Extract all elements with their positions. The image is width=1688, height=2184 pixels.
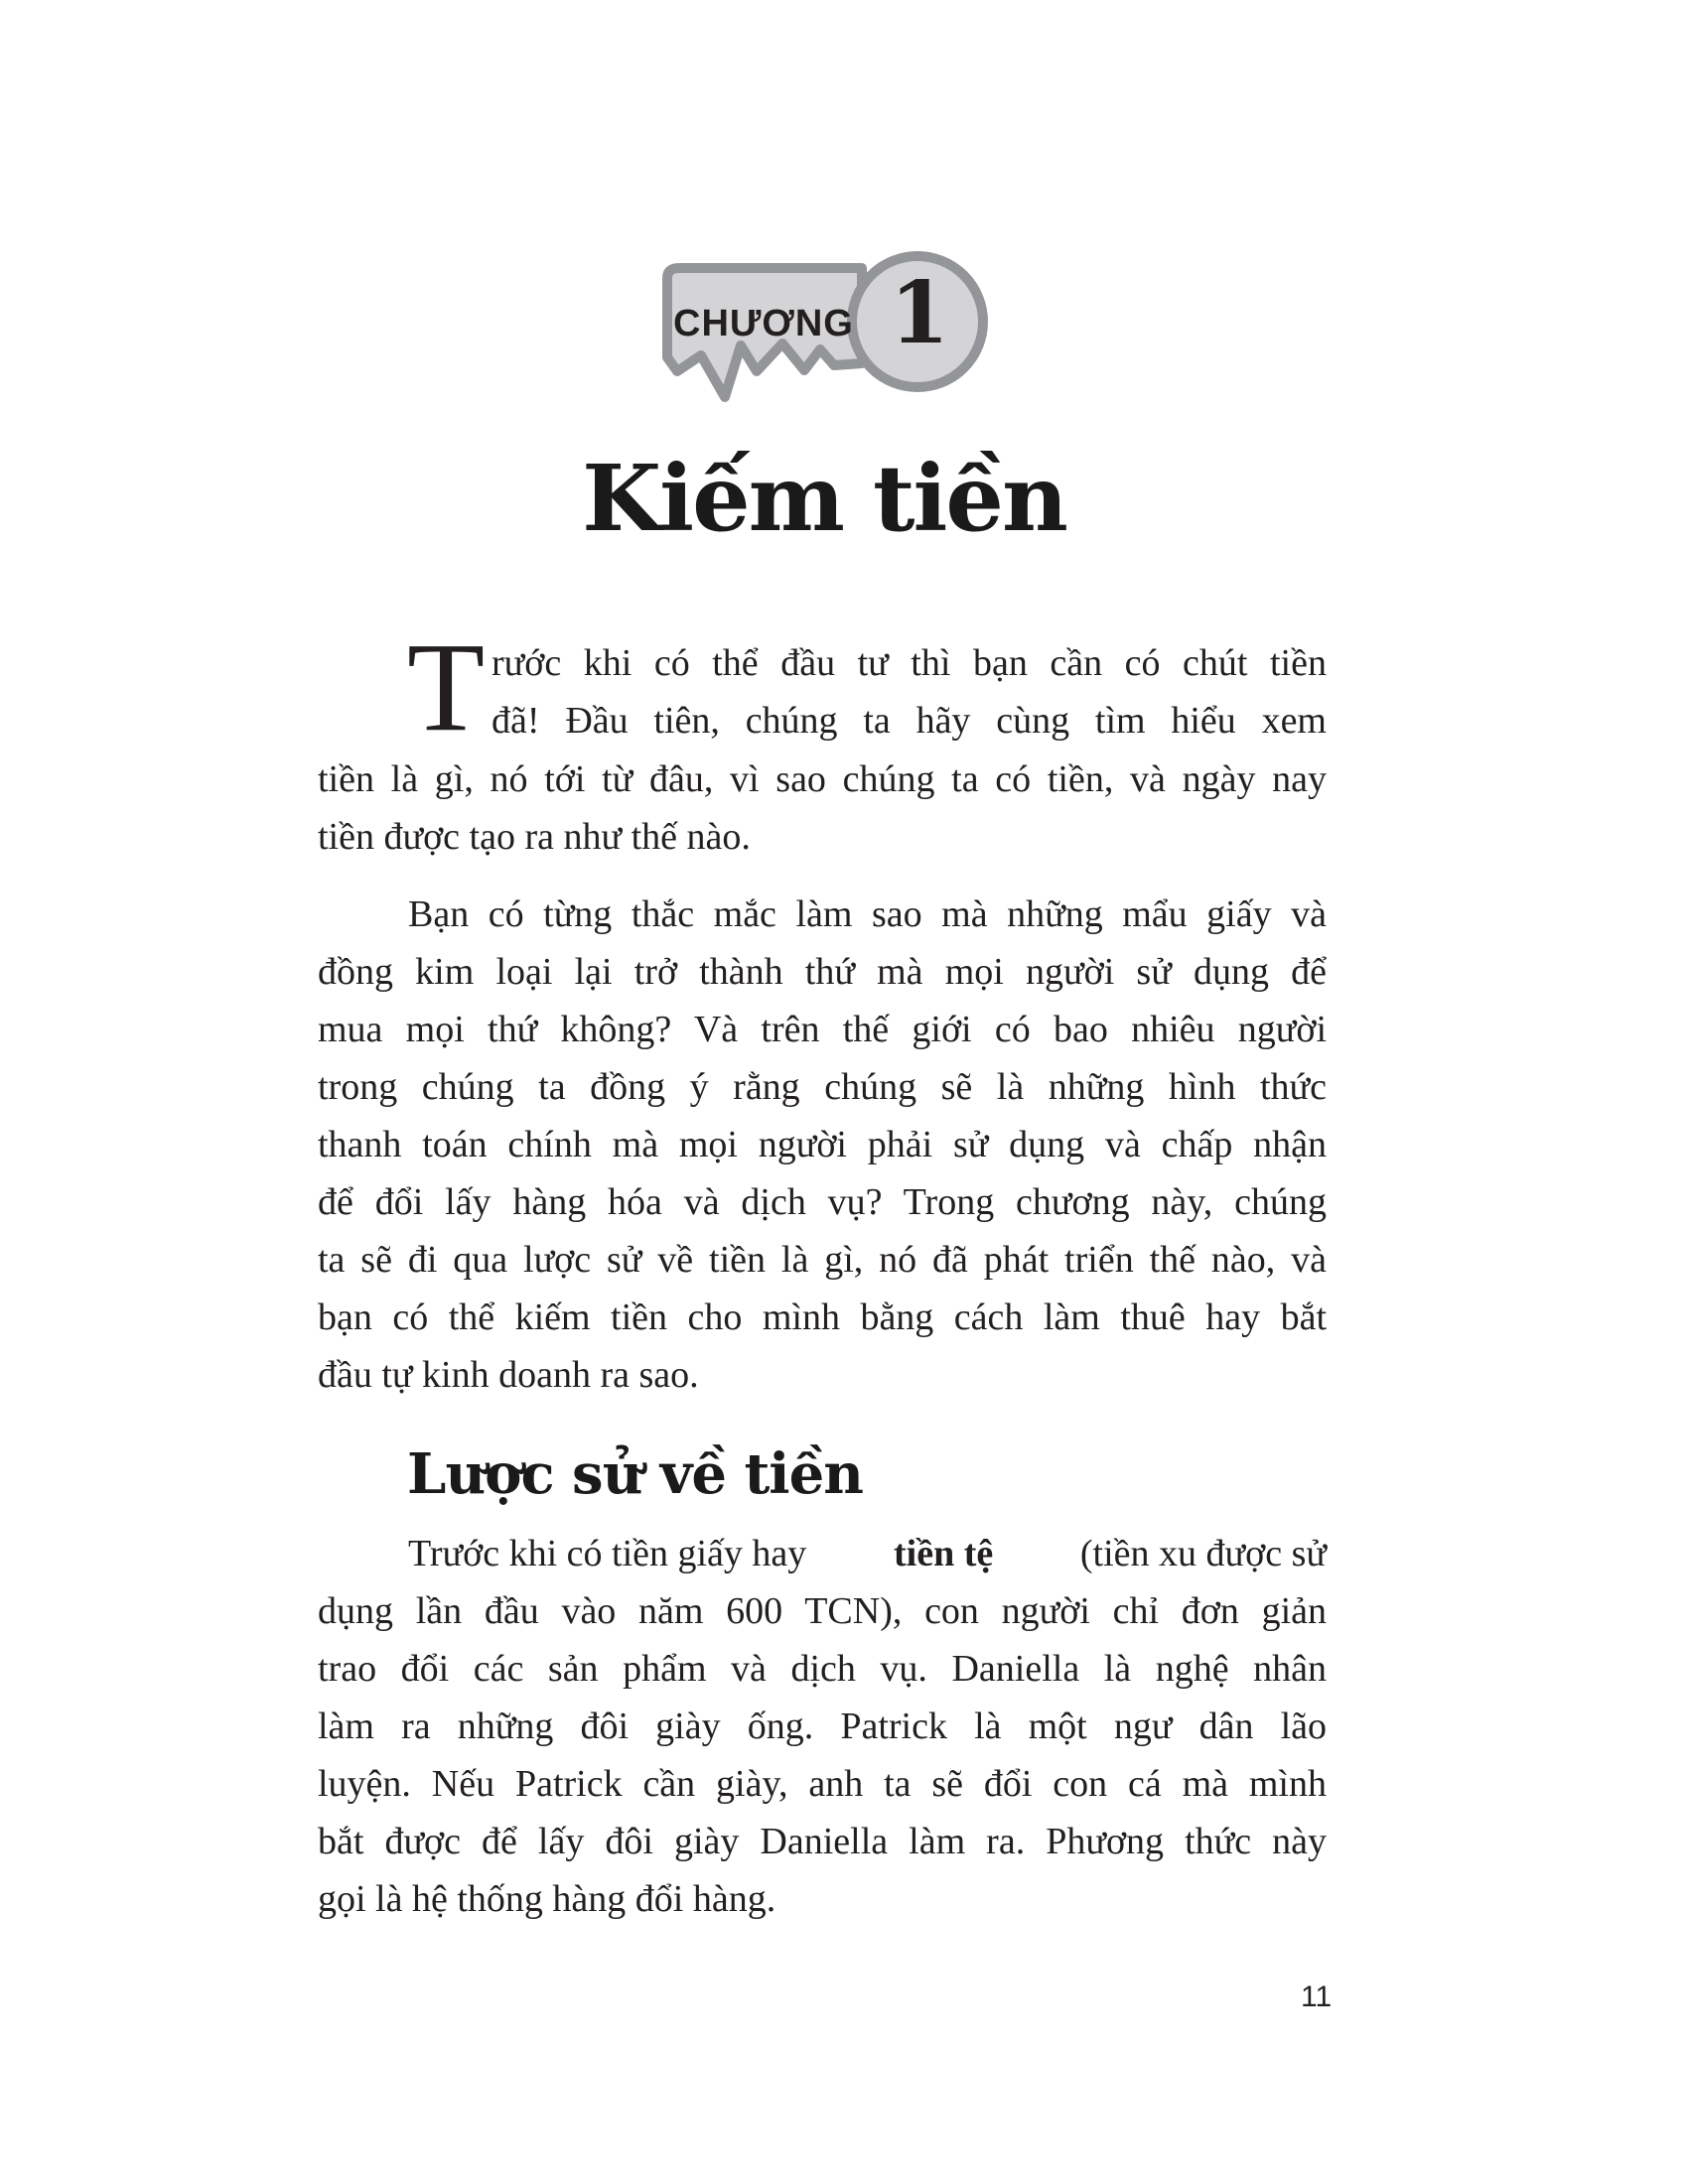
body-line: tiền là gì, nó tới từ đâu, vì sao chúng ta có tiền, và ngày nay bbox=[318, 758, 1327, 800]
body-line: đồng kim loại lại trở thành thứ mà mọi người sử dụng để bbox=[318, 951, 1327, 993]
body-line: luyện. Nếu Patrick cần giày, anh ta sẽ đổi con cá mà mình bbox=[318, 1763, 1327, 1805]
body-line: bắt được để lấy đôi giày Daniella làm ra. Phương thức này bbox=[318, 1821, 1327, 1862]
body-line: làm ra những đôi giày ống. Patrick là một ngư dân lão bbox=[318, 1706, 1327, 1747]
body-line: đã! Đầu tiên, chúng ta hãy cùng tìm hiểu xem bbox=[492, 700, 1327, 742]
drop-cap: T bbox=[407, 616, 486, 757]
text-segment: (tiền xu được sử bbox=[1070, 1533, 1327, 1574]
body-line: thanh toán chính mà mọi người phải sử dụng và chấp nhận bbox=[318, 1124, 1327, 1165]
body-line: dụng lần đầu vào năm 600 TCN), con người chỉ đơn giản bbox=[318, 1590, 1327, 1632]
body-line: trong chúng ta đồng ý rằng chúng sẽ là những hình thức bbox=[318, 1066, 1327, 1108]
body-line: rước khi có thể đầu tư thì bạn cần có chút tiền bbox=[492, 642, 1327, 684]
bold-term: tiền tệ bbox=[893, 1533, 994, 1574]
body-line: bạn có thể kiếm tiền cho mình bằng cách làm thuê hay bắt bbox=[318, 1297, 1327, 1338]
chapter-label: CHƯƠNG bbox=[673, 303, 854, 344]
body-line: trao đổi các sản phẩm và dịch vụ. Daniella là nghệ nhân bbox=[318, 1648, 1327, 1690]
body-line: mua mọi thứ không? Và trên thế giới có bao nhiêu người bbox=[318, 1009, 1327, 1050]
body-line: tiền được tạo ra như thế nào. bbox=[318, 816, 751, 858]
chapter-number: 1 bbox=[890, 263, 949, 363]
text-segment: Trước khi có tiền giấy hay bbox=[408, 1533, 816, 1574]
body-line: gọi là hệ thống hàng đổi hàng. bbox=[318, 1878, 776, 1920]
body-line: để đổi lấy hàng hóa và dịch vụ? Trong chương này, chúng bbox=[318, 1181, 1327, 1223]
section-heading: Lược sử về tiền bbox=[407, 1441, 863, 1507]
body-line bbox=[408, 1525, 1327, 1582]
body-line: ta sẽ đi qua lược sử về tiền là gì, nó đã phát triển thế nào, và bbox=[318, 1239, 1327, 1281]
body-line: đầu tự kinh doanh ra sao. bbox=[318, 1354, 699, 1396]
body-line: Bạn có từng thắc mắc làm sao mà những mẩu giấy và bbox=[408, 893, 1327, 935]
chapter-title: Kiếm tiền bbox=[582, 445, 1066, 552]
page-number: 11 bbox=[1301, 1980, 1333, 2013]
